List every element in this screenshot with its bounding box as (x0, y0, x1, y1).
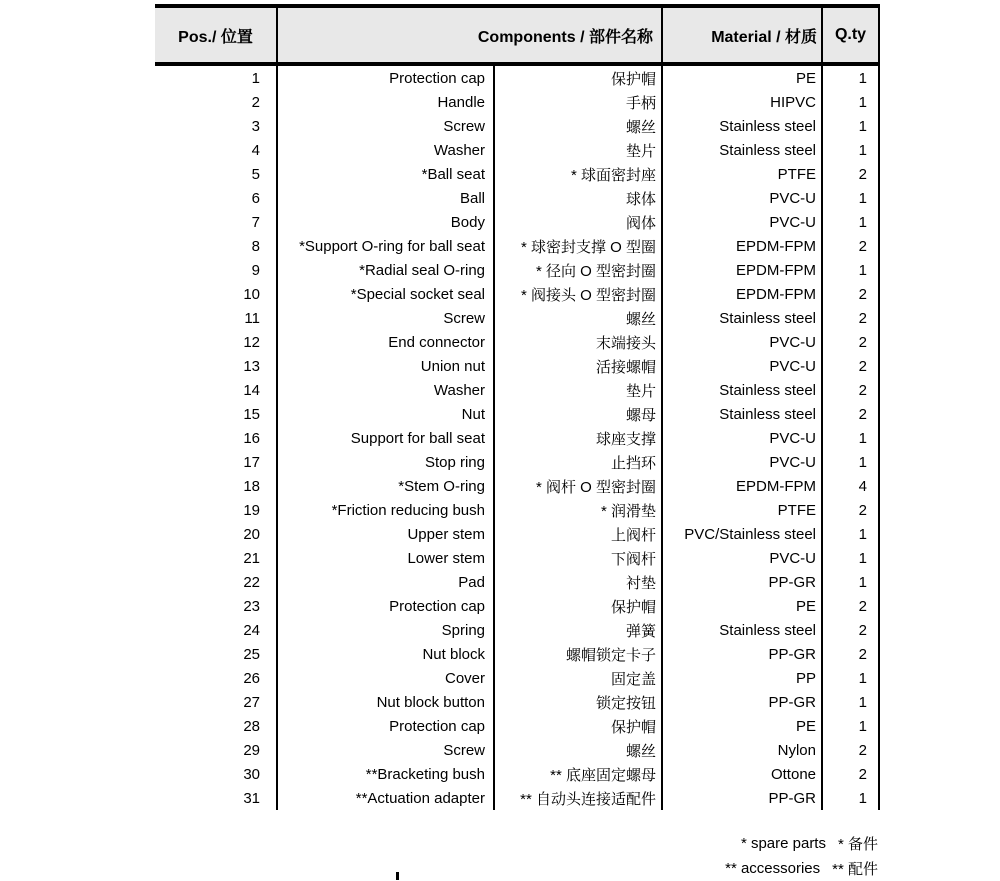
cell-component-cn: 球体 (495, 186, 663, 210)
cell-pos: 4 (155, 138, 278, 162)
cell-pos: 11 (155, 306, 278, 330)
cell-pos: 27 (155, 690, 278, 714)
cell-pos: 23 (155, 594, 278, 618)
cell-pos: 3 (155, 114, 278, 138)
cell-component-cn: 衬垫 (495, 570, 663, 594)
cell-component-en: Nut block (278, 642, 495, 666)
cell-component-en: Washer (278, 378, 495, 402)
cell-material: PVC-U (663, 546, 823, 570)
cell-component-cn: 阀体 (495, 210, 663, 234)
table-row (155, 570, 880, 594)
cell-component-cn: 上阀杆 (495, 522, 663, 546)
footnote-accessories-en: ** accessories (725, 860, 821, 877)
cell-component-en: Stop ring (278, 450, 495, 474)
cell-pos: 1 (155, 66, 278, 90)
table-body (155, 66, 880, 810)
cell-component-en: Lower stem (278, 546, 495, 570)
cell-qty: 1 (823, 138, 880, 162)
cell-component-en: Nut (278, 402, 495, 426)
cell-component-en: *Radial seal O-ring (278, 258, 495, 282)
bottom-tick-mark (396, 872, 399, 880)
cell-qty: 1 (823, 570, 880, 594)
table-row (155, 786, 880, 810)
cell-pos: 7 (155, 210, 278, 234)
header-components: Components / 部件名称 (278, 8, 663, 62)
footnote-spare-parts-cn: * 备件 (837, 836, 878, 853)
cell-component-cn: 球座支撑 (495, 426, 663, 450)
cell-qty: 1 (823, 714, 880, 738)
cell-material: Stainless steel (663, 138, 823, 162)
cell-component-en: End connector (278, 330, 495, 354)
cell-material: PP-GR (663, 786, 823, 810)
cell-component-cn: 保护帽 (495, 714, 663, 738)
cell-material: EPDM-FPM (663, 282, 823, 306)
footnote-accessories (725, 856, 878, 881)
cell-component-cn: 保护帽 (495, 66, 663, 90)
cell-component-cn: 末端接头 (495, 330, 663, 354)
cell-component-cn: * 球面密封座 (495, 162, 663, 186)
cell-qty: 1 (823, 450, 880, 474)
header-qty: Q.ty (823, 8, 880, 62)
footnote-spare-parts (725, 831, 878, 856)
cell-component-cn: 手柄 (495, 90, 663, 114)
cell-material: PVC-U (663, 186, 823, 210)
cell-pos: 24 (155, 618, 278, 642)
cell-qty: 2 (823, 282, 880, 306)
cell-material: PP-GR (663, 570, 823, 594)
cell-qty: 1 (823, 690, 880, 714)
cell-pos: 18 (155, 474, 278, 498)
cell-material: PE (663, 66, 823, 90)
cell-qty: 1 (823, 666, 880, 690)
cell-component-cn: 止挡环 (495, 450, 663, 474)
table-row (155, 594, 880, 618)
cell-material: PTFE (663, 498, 823, 522)
cell-material: Stainless steel (663, 306, 823, 330)
table-row (155, 714, 880, 738)
cell-component-en: Body (278, 210, 495, 234)
cell-material: Ottone (663, 762, 823, 786)
table-row (155, 90, 880, 114)
cell-pos: 14 (155, 378, 278, 402)
cell-pos: 29 (155, 738, 278, 762)
parts-list-table (155, 4, 880, 810)
cell-pos: 2 (155, 90, 278, 114)
cell-pos: 15 (155, 402, 278, 426)
cell-qty: 2 (823, 378, 880, 402)
cell-material: Stainless steel (663, 402, 823, 426)
cell-qty: 1 (823, 546, 880, 570)
cell-component-cn: 垫片 (495, 138, 663, 162)
table-row (155, 666, 880, 690)
table-row (155, 378, 880, 402)
cell-qty: 2 (823, 738, 880, 762)
cell-component-cn: 锁定按钮 (495, 690, 663, 714)
table-row (155, 114, 880, 138)
cell-material: Stainless steel (663, 378, 823, 402)
cell-component-cn: * 径向 O 型密封圈 (495, 258, 663, 282)
cell-component-cn: * 球密封支撑 O 型圈 (495, 234, 663, 258)
table-row (155, 474, 880, 498)
cell-material: HIPVC (663, 90, 823, 114)
cell-qty: 1 (823, 258, 880, 282)
cell-pos: 6 (155, 186, 278, 210)
cell-component-cn: * 润滑垫 (495, 498, 663, 522)
cell-material: Stainless steel (663, 618, 823, 642)
cell-component-cn: 螺丝 (495, 738, 663, 762)
cell-qty: 1 (823, 114, 880, 138)
cell-qty: 2 (823, 402, 880, 426)
table-row (155, 690, 880, 714)
cell-component-cn: 螺母 (495, 402, 663, 426)
cell-pos: 17 (155, 450, 278, 474)
table-row (155, 258, 880, 282)
cell-qty: 4 (823, 474, 880, 498)
cell-component-en: Pad (278, 570, 495, 594)
table-row (155, 426, 880, 450)
cell-qty: 2 (823, 762, 880, 786)
cell-material: EPDM-FPM (663, 258, 823, 282)
cell-component-cn: ** 底座固定螺母 (495, 762, 663, 786)
cell-qty: 2 (823, 306, 880, 330)
cell-material: PP-GR (663, 642, 823, 666)
cell-qty: 2 (823, 354, 880, 378)
table-row (155, 618, 880, 642)
cell-component-en: Screw (278, 306, 495, 330)
cell-pos: 21 (155, 546, 278, 570)
table-row (155, 450, 880, 474)
cell-qty: 2 (823, 162, 880, 186)
table-row (155, 738, 880, 762)
cell-component-en: **Actuation adapter (278, 786, 495, 810)
table-row (155, 402, 880, 426)
cell-component-en: Protection cap (278, 66, 495, 90)
cell-component-en: Cover (278, 666, 495, 690)
cell-qty: 1 (823, 522, 880, 546)
table-row (155, 210, 880, 234)
cell-component-cn: 螺帽锁定卡子 (495, 642, 663, 666)
cell-pos: 16 (155, 426, 278, 450)
cell-pos: 30 (155, 762, 278, 786)
cell-material: PVC-U (663, 330, 823, 354)
cell-pos: 9 (155, 258, 278, 282)
cell-component-cn: * 阀接头 O 型密封圈 (495, 282, 663, 306)
cell-component-en: *Friction reducing bush (278, 498, 495, 522)
cell-material: EPDM-FPM (663, 474, 823, 498)
cell-qty: 2 (823, 498, 880, 522)
cell-qty: 1 (823, 186, 880, 210)
cell-material: PTFE (663, 162, 823, 186)
cell-component-en: **Bracketing bush (278, 762, 495, 786)
table-row (155, 282, 880, 306)
cell-component-en: *Ball seat (278, 162, 495, 186)
cell-component-cn: * 阀杆 O 型密封圈 (495, 474, 663, 498)
cell-pos: 19 (155, 498, 278, 522)
cell-component-en: Protection cap (278, 714, 495, 738)
cell-component-en: *Stem O-ring (278, 474, 495, 498)
table-row (155, 642, 880, 666)
cell-material: PVC-U (663, 354, 823, 378)
cell-pos: 12 (155, 330, 278, 354)
cell-material: PP-GR (663, 690, 823, 714)
cell-material: PP (663, 666, 823, 690)
cell-material: PE (663, 594, 823, 618)
table-row (155, 762, 880, 786)
cell-material: PVC-U (663, 210, 823, 234)
cell-qty: 1 (823, 786, 880, 810)
cell-component-cn: 弹簧 (495, 618, 663, 642)
cell-material: PE (663, 714, 823, 738)
cell-component-en: Upper stem (278, 522, 495, 546)
cell-pos: 8 (155, 234, 278, 258)
cell-qty: 1 (823, 90, 880, 114)
cell-qty: 1 (823, 66, 880, 90)
cell-component-en: Handle (278, 90, 495, 114)
cell-pos: 20 (155, 522, 278, 546)
cell-component-cn: 螺丝 (495, 306, 663, 330)
cell-material: PVC-U (663, 426, 823, 450)
cell-component-en: *Support O-ring for ball seat (278, 234, 495, 258)
cell-pos: 25 (155, 642, 278, 666)
cell-pos: 5 (155, 162, 278, 186)
table-row (155, 306, 880, 330)
cell-pos: 26 (155, 666, 278, 690)
cell-component-en: Screw (278, 738, 495, 762)
table-row (155, 522, 880, 546)
cell-pos: 31 (155, 786, 278, 810)
table-row (155, 546, 880, 570)
cell-component-cn: 垫片 (495, 378, 663, 402)
cell-component-en: Nut block button (278, 690, 495, 714)
cell-material: Stainless steel (663, 114, 823, 138)
cell-qty: 2 (823, 642, 880, 666)
cell-material: EPDM-FPM (663, 234, 823, 258)
cell-component-cn: 活接螺帽 (495, 354, 663, 378)
footnotes (725, 831, 878, 881)
table-row (155, 330, 880, 354)
cell-component-cn: ** 自动头连接适配件 (495, 786, 663, 810)
header-pos: Pos./ 位置 (155, 8, 278, 62)
footnote-spare-parts-en: * spare parts (740, 835, 826, 852)
cell-qty: 1 (823, 426, 880, 450)
cell-component-en: Screw (278, 114, 495, 138)
cell-pos: 13 (155, 354, 278, 378)
cell-pos: 22 (155, 570, 278, 594)
cell-material: PVC/Stainless steel (663, 522, 823, 546)
table-row (155, 138, 880, 162)
table-header-row (155, 8, 880, 66)
cell-material: PVC-U (663, 450, 823, 474)
cell-qty: 2 (823, 234, 880, 258)
table-row (155, 234, 880, 258)
cell-pos: 28 (155, 714, 278, 738)
table-row (155, 162, 880, 186)
cell-component-en: *Special socket seal (278, 282, 495, 306)
cell-component-cn: 螺丝 (495, 114, 663, 138)
table-row (155, 354, 880, 378)
cell-qty: 1 (823, 210, 880, 234)
cell-component-cn: 保护帽 (495, 594, 663, 618)
table-row (155, 186, 880, 210)
cell-component-cn: 下阀杆 (495, 546, 663, 570)
cell-component-en: Support for ball seat (278, 426, 495, 450)
cell-pos: 10 (155, 282, 278, 306)
cell-component-en: Spring (278, 618, 495, 642)
cell-qty: 2 (823, 594, 880, 618)
header-material: Material / 材质 (663, 8, 823, 62)
table-row (155, 498, 880, 522)
footnote-accessories-cn: ** 配件 (832, 861, 878, 878)
cell-component-en: Protection cap (278, 594, 495, 618)
cell-component-en: Washer (278, 138, 495, 162)
table-row (155, 66, 880, 90)
cell-material: Nylon (663, 738, 823, 762)
cell-component-cn: 固定盖 (495, 666, 663, 690)
cell-component-en: Ball (278, 186, 495, 210)
cell-qty: 2 (823, 330, 880, 354)
cell-qty: 2 (823, 618, 880, 642)
cell-component-en: Union nut (278, 354, 495, 378)
